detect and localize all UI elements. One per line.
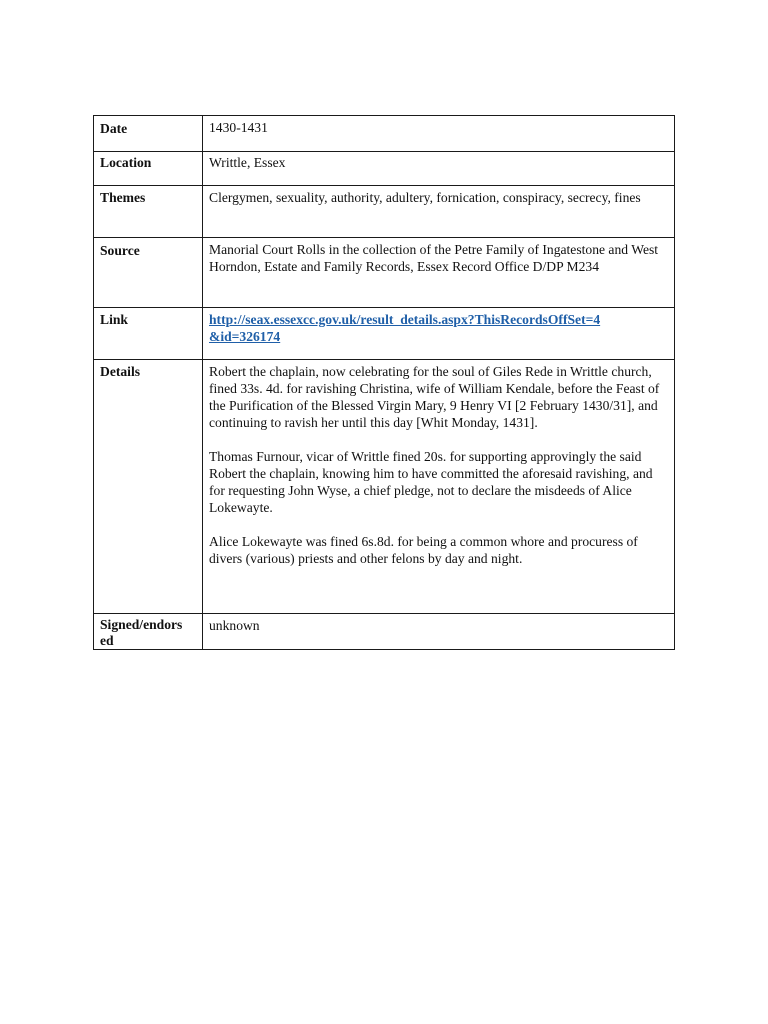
source-label: Source [94,238,203,308]
location-row [94,152,675,186]
details-paragraph: Thomas Furnour, vicar of Writtle fined 20s. for supporting approvingly the said Robert the chaplain, knowing him to have committed the aforesaid ravishing, and for requesting John Wyse, a chief pledge, not to declare the misdeeds of Alice Lokewayte. [209,449,653,515]
signed-label-line1: Signed/endors [100,617,183,632]
details-paragraph: Alice Lokewayte was fined 6s.8d. for being a common whore and procuress of divers (various) priests and other felons by day and night. [209,534,638,566]
date-value: 1430-1431 [203,116,675,152]
record-table [93,115,675,650]
signed-value: unknown [203,614,675,650]
details-paragraph: Robert the chaplain, now celebrating for the soul of Giles Rede in Writtle church, fined 33s. 4d. for ravishing Christina, wife of William Kendale, before the Feast of the Purification of the Blessed Virgin Mary, 9 Henry VI [2 February 1430/31], and continuing to ravish her until this day [Whit Monday, 1431]. [209,364,660,430]
location-label: Location [94,152,203,186]
record-link-line1[interactable]: http://seax.essexcc.gov.uk/result_details.aspx?ThisRecordsOffSet=4 [209,312,601,327]
link-cell [203,308,675,360]
date-label: Date [94,116,203,152]
date-row [94,116,675,152]
signed-label [94,614,203,650]
details-value [203,360,675,614]
themes-row [94,186,675,238]
link-label: Link [94,308,203,360]
source-value: Manorial Court Rolls in the collection of the Petre Family of Ingatestone and West Horndon, Estate and Family Records, Essex Record Office D/DP M234 [203,238,675,308]
details-row [94,360,675,614]
details-label: Details [94,360,203,614]
source-row [94,238,675,308]
themes-label: Themes [94,186,203,238]
record-link[interactable] [209,312,600,344]
location-value: Writtle, Essex [203,152,675,186]
signed-row [94,614,675,650]
record-link-line2[interactable]: &id=326174 [209,329,281,344]
themes-value: Clergymen, sexuality, authority, adultery, fornication, conspiracy, secrecy, fines [203,186,675,238]
link-row [94,308,675,360]
signed-label-line2: ed [100,633,114,648]
